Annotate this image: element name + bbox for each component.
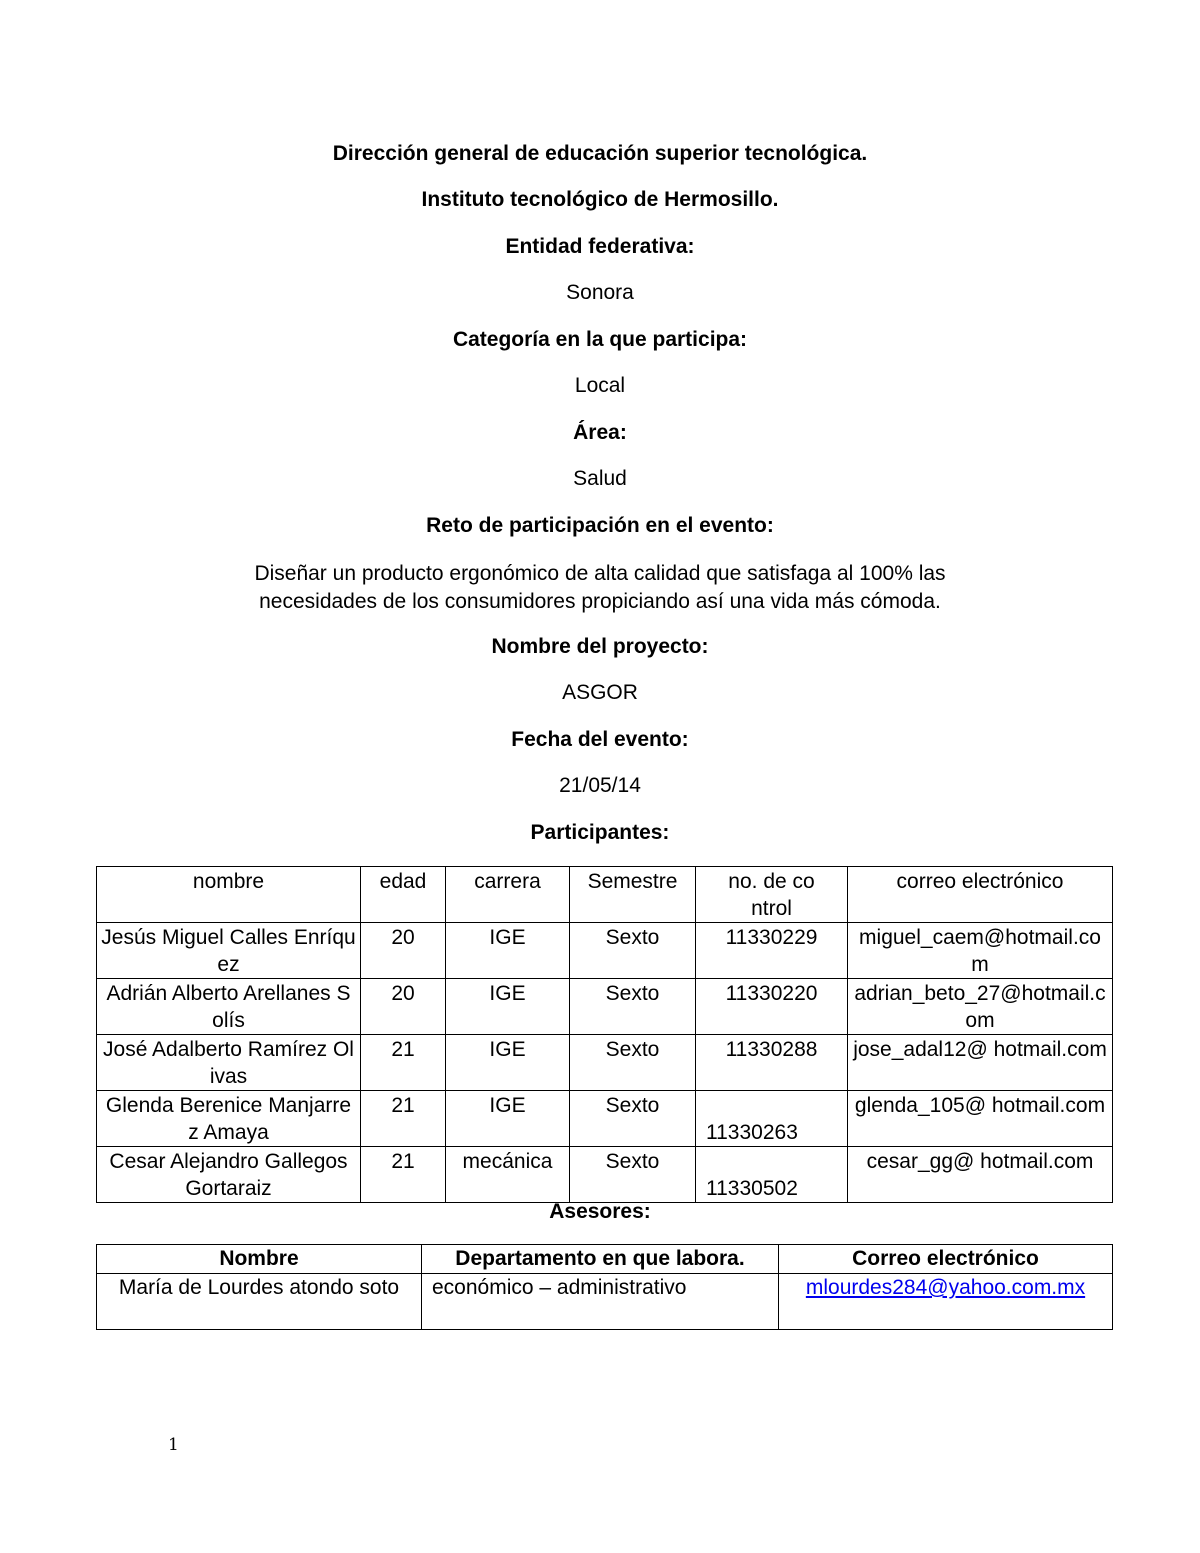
participants-label: Participantes: bbox=[530, 821, 670, 844]
header-cell: Semestre bbox=[570, 867, 696, 923]
participant-email: jose_adal12@ hotmail.com bbox=[848, 1035, 1113, 1091]
participant-name: Jesús Miguel Calles Enríquez bbox=[97, 923, 361, 979]
direction-heading: Dirección general de educación superior tecnológica. bbox=[332, 142, 868, 165]
participant-email: miguel_caem@hotmail.com bbox=[848, 923, 1113, 979]
participant-name: Adrián Alberto Arellanes Solís bbox=[97, 979, 361, 1035]
advisor-email-link[interactable]: mlourdes284@yahoo.com.mx bbox=[805, 1276, 1086, 1299]
header-cell: Nombre bbox=[97, 1245, 422, 1274]
participant-career: IGE bbox=[446, 923, 570, 979]
participant-career: mecánica bbox=[446, 1147, 570, 1203]
header-cell: nombre bbox=[97, 867, 361, 923]
participant-age: 20 bbox=[361, 923, 446, 979]
participant-age: 21 bbox=[361, 1091, 446, 1147]
category-value: Local bbox=[574, 374, 626, 397]
header-cell: edad bbox=[361, 867, 446, 923]
challenge-text-line-2: necesidades de los consumidores propiciando así una vida más cómoda. bbox=[259, 590, 941, 613]
participant-semester: Sexto bbox=[570, 1091, 696, 1147]
participant-age: 21 bbox=[361, 1147, 446, 1203]
date-label: Fecha del evento: bbox=[511, 728, 689, 751]
table-row bbox=[97, 923, 1113, 979]
participant-career: IGE bbox=[446, 1091, 570, 1147]
participant-semester: Sexto bbox=[570, 979, 696, 1035]
participant-semester: Sexto bbox=[570, 1035, 696, 1091]
participant-age: 21 bbox=[361, 1035, 446, 1091]
participant-semester: Sexto bbox=[570, 923, 696, 979]
table-row bbox=[97, 1091, 1113, 1147]
header-cell: Departamento en que labora. bbox=[422, 1245, 779, 1274]
project-value: ASGOR bbox=[562, 681, 638, 704]
challenge-text-line-1: Diseñar un producto ergonómico de alta calidad que satisfaga al 100% las bbox=[254, 562, 946, 585]
header-cell: no. de control bbox=[696, 867, 848, 923]
participant-email: glenda_105@ hotmail.com bbox=[848, 1091, 1113, 1147]
header-cell: carrera bbox=[446, 867, 570, 923]
advisor-name: María de Lourdes atondo soto bbox=[97, 1274, 422, 1330]
participant-control: 11330220 bbox=[696, 979, 848, 1035]
area-value: Salud bbox=[573, 467, 627, 490]
participant-career: IGE bbox=[446, 979, 570, 1035]
advisor-email-cell bbox=[779, 1274, 1113, 1330]
table-row bbox=[97, 1147, 1113, 1203]
date-value: 21/05/14 bbox=[559, 774, 641, 797]
header-cell: correo electrónico bbox=[848, 867, 1113, 923]
participant-email: adrian_beto_27@hotmail.com bbox=[848, 979, 1113, 1035]
table-row bbox=[97, 979, 1113, 1035]
page-number: 1 bbox=[168, 1435, 179, 1455]
participant-name: José Adalberto Ramírez Olivas bbox=[97, 1035, 361, 1091]
entity-label: Entidad federativa: bbox=[505, 235, 695, 258]
participants-table bbox=[96, 866, 1113, 1203]
advisors-label: Asesores: bbox=[549, 1200, 651, 1223]
participant-email: cesar_gg@ hotmail.com bbox=[848, 1147, 1113, 1203]
participant-control: 11330263 bbox=[696, 1091, 848, 1147]
challenge-label: Reto de participación en el evento: bbox=[426, 514, 774, 537]
participant-control: 11330502 bbox=[696, 1147, 848, 1203]
participant-age: 20 bbox=[361, 979, 446, 1035]
area-label: Área: bbox=[573, 421, 627, 444]
header-cell: Correo electrónico bbox=[779, 1245, 1113, 1274]
project-label: Nombre del proyecto: bbox=[491, 635, 709, 658]
table-header-row bbox=[97, 867, 1113, 923]
participant-semester: Sexto bbox=[570, 1147, 696, 1203]
participant-control: 11330229 bbox=[696, 923, 848, 979]
advisors-table bbox=[96, 1244, 1113, 1330]
participant-name: Cesar Alejandro Gallegos Gortaraiz bbox=[97, 1147, 361, 1203]
category-label: Categoría en la que participa: bbox=[452, 328, 748, 351]
table-header-row bbox=[97, 1245, 1113, 1274]
institute-heading: Instituto tecnológico de Hermosillo. bbox=[421, 188, 779, 211]
entity-value: Sonora bbox=[566, 281, 634, 304]
table-row bbox=[97, 1035, 1113, 1091]
participant-control: 11330288 bbox=[696, 1035, 848, 1091]
participant-career: IGE bbox=[446, 1035, 570, 1091]
table-row bbox=[97, 1274, 1113, 1330]
advisor-department: económico – administrativo bbox=[422, 1274, 779, 1330]
participant-name: Glenda Berenice Manjarrez Amaya bbox=[97, 1091, 361, 1147]
